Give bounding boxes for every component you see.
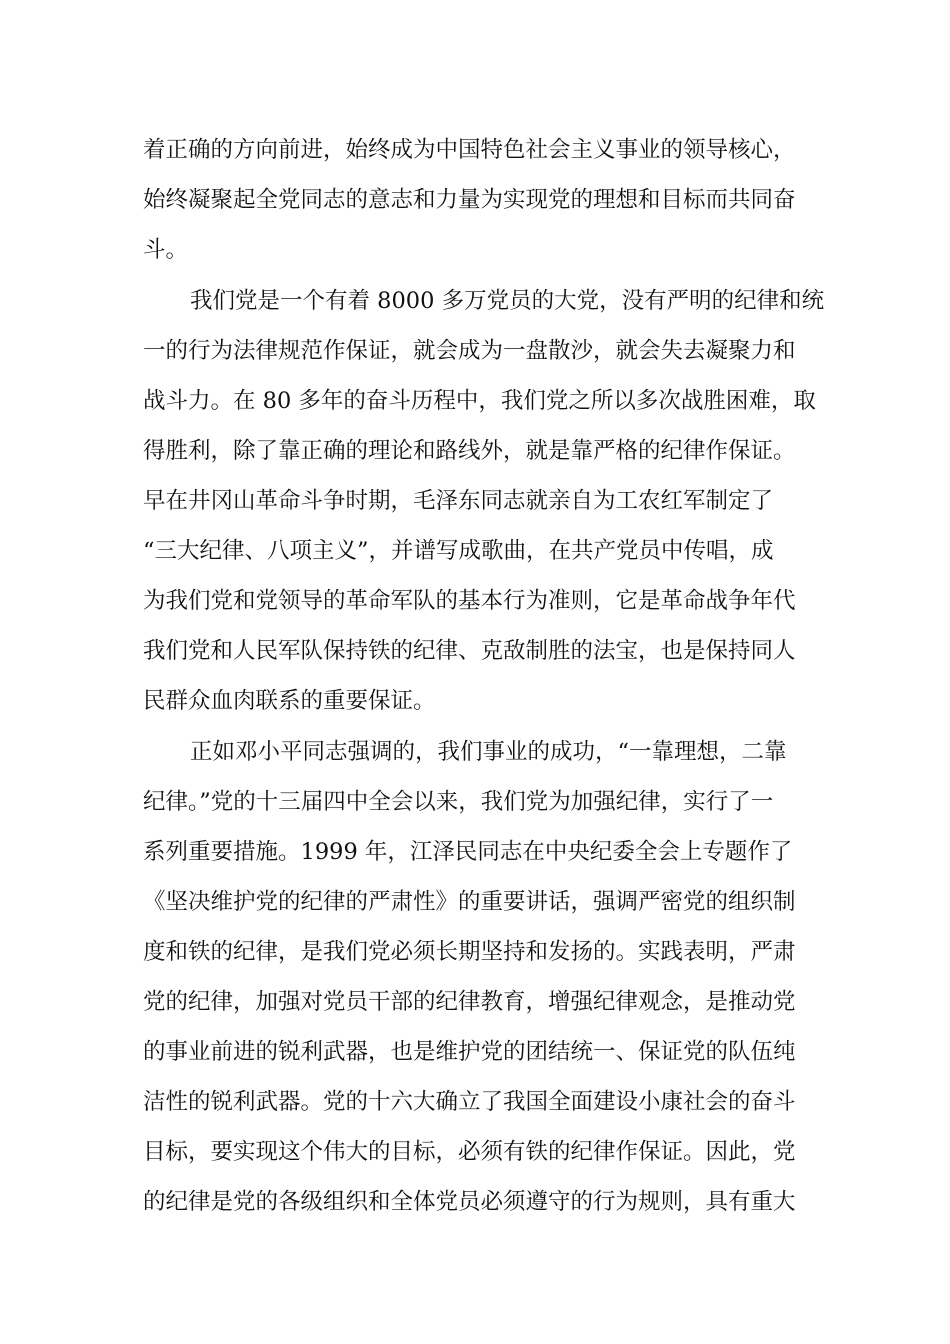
paragraph-2-line-9: 民群众血肉联系的重要保证。 [143,688,436,714]
paragraph-3-line-2: 纪律。”党的十三届四中全会以来，我们党为加强纪律，实行了一 [143,789,774,815]
paragraph-3-line-7: 的事业前进的锐利武器，也是维护党的团结统一、保证党的队伍纯 [143,1039,796,1065]
paragraph-1-line-1: 着正确的方向前进，始终成为中国特色社会主义事业的领导核心， [143,137,796,163]
paragraph-2-line-8: 我们党和人民军队保持铁的纪律、克敌制胜的法宝，也是保持同人 [143,638,796,664]
paragraph-3-line-10: 的纪律是党的各级组织和全体党员必须遵守的行为规则，具有重大 [143,1189,796,1215]
paragraph-3-line-8: 洁性的锐利武器。党的十六大确立了我国全面建设小康社会的奋斗 [143,1089,796,1115]
paragraph-2-line-3: 战斗力。在 80 多年的奋斗历程中，我们党之所以多次战胜困难，取 [143,388,816,414]
paragraph-1-line-2: 始终凝聚起全党同志的意志和力量为实现党的理想和目标而共同奋 [143,187,796,213]
paragraph-3-line-9: 目标，要实现这个伟大的目标，必须有铁的纪律作保证。因此，党 [143,1139,796,1165]
paragraph-2-line-4: 得胜利，除了靠正确的理论和路线外，就是靠严格的纪律作保证。 [143,438,796,464]
paragraph-2-line-6: “三大纪律、八项主义”，并谱写成歌曲，在共产党员中传唱，成 [143,538,774,564]
paragraph-2-line-5: 早在井冈山革命斗争时期，毛泽东同志就亲自为工农红军制定了 [143,488,774,514]
paragraph-2-line-2: 一的行为法律规范作保证，就会成为一盘散沙，就会失去凝聚力和 [143,338,796,364]
paragraph-3-line-4: 《坚决维护党的纪律的严肃性》的重要讲话，强调严密党的组织制 [143,889,796,915]
paragraph-2-line-7: 为我们党和党领导的革命军队的基本行为准则，它是革命战争年代 [143,588,796,614]
paragraph-2-line-1: 我们党是一个有着 8000 多万党员的大党，没有严明的纪律和统 [190,288,825,314]
paragraph-3-line-1: 正如邓小平同志强调的，我们事业的成功，“一靠理想，二靠 [190,739,787,765]
paragraph-3-line-3: 系列重要措施。1999 年，江泽民同志在中央纪委全会上专题作了 [143,839,793,865]
paragraph-3-line-5: 度和铁的纪律，是我们党必须长期坚持和发扬的。实践表明，严肃 [143,939,796,965]
paragraph-3-line-6: 党的纪律，加强对党员干部的纪律教育，增强纪律观念，是推动党 [143,989,796,1015]
paragraph-1-line-3: 斗。 [143,237,189,263]
